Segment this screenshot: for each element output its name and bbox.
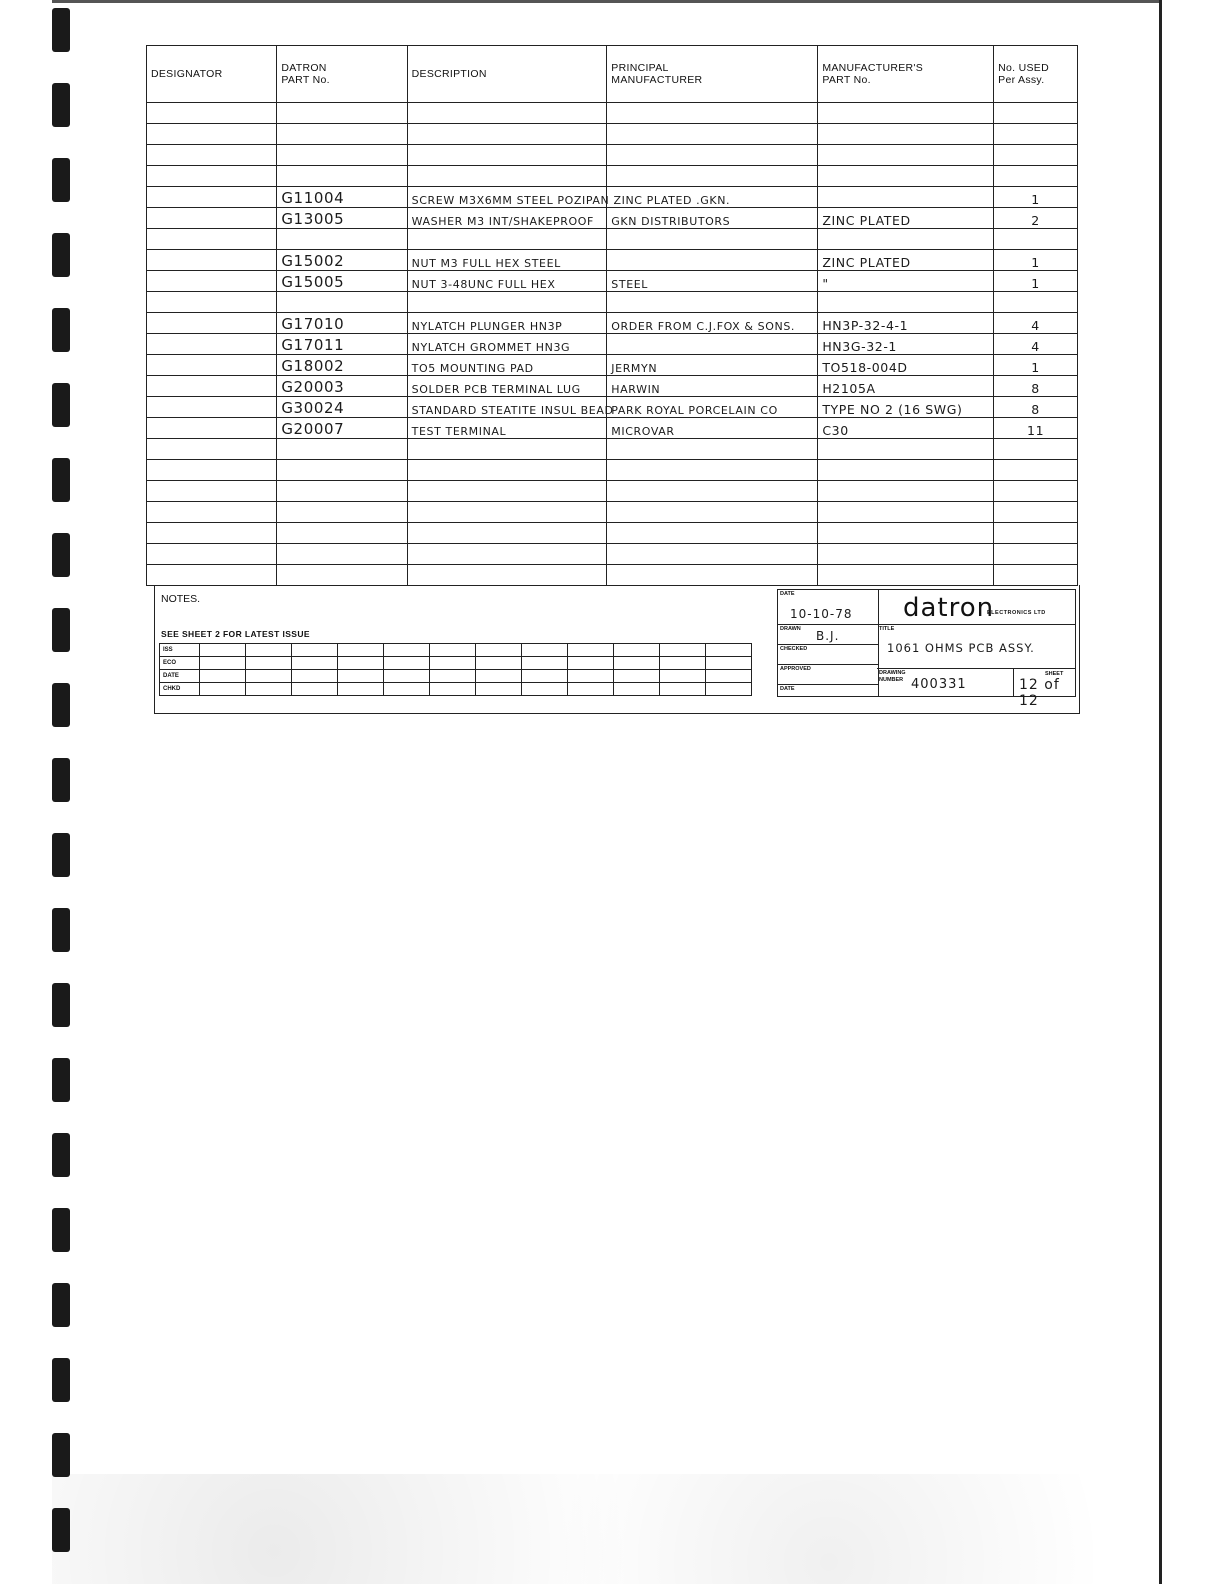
revision-cell bbox=[476, 657, 522, 670]
cell-description: SCREW M3X6MM STEEL POZIPAN ZINC PLATED .GKN. bbox=[407, 187, 607, 208]
cell-datron-part: G20007 bbox=[277, 418, 407, 439]
checked-cell bbox=[778, 645, 878, 665]
revision-cell bbox=[338, 657, 384, 670]
revision-cell bbox=[706, 644, 752, 657]
header-designator: DESIGNATOR bbox=[147, 46, 277, 103]
cell-qty bbox=[994, 124, 1078, 145]
cell-manufacturer: MICROVAR bbox=[607, 418, 818, 439]
cell-description: SOLDER PCB TERMINAL LUG bbox=[407, 376, 607, 397]
cell-datron-part: G13005 bbox=[277, 208, 407, 229]
table-row bbox=[147, 145, 1078, 166]
scan-noise bbox=[52, 1474, 1162, 1584]
cell-designator bbox=[147, 481, 277, 502]
see-sheet-note: SEE SHEET 2 FOR LATEST ISSUE bbox=[161, 629, 310, 639]
cell-manufacturer bbox=[607, 334, 818, 355]
date-label: DATE bbox=[780, 591, 795, 597]
cell-datron-part: G17010 bbox=[277, 313, 407, 334]
cell-datron-part: G18002 bbox=[277, 355, 407, 376]
revision-row bbox=[160, 683, 752, 696]
revision-cell bbox=[660, 657, 706, 670]
cell-qty bbox=[994, 565, 1078, 586]
cell-datron-part bbox=[277, 565, 407, 586]
revision-cell bbox=[476, 670, 522, 683]
binding-hole bbox=[52, 458, 70, 502]
binding-hole bbox=[52, 308, 70, 352]
cell-datron-part bbox=[277, 124, 407, 145]
company-subtitle: ELECTRONICS LTD bbox=[987, 610, 1046, 616]
binding-hole bbox=[52, 1358, 70, 1402]
revision-cell bbox=[660, 683, 706, 696]
cell-datron-part: G15002 bbox=[277, 250, 407, 271]
cell-manufacturer-part bbox=[818, 481, 994, 502]
cell-manufacturer-part: TO518-004D bbox=[818, 355, 994, 376]
cell-designator bbox=[147, 460, 277, 481]
revision-cell bbox=[568, 644, 614, 657]
binding-hole bbox=[52, 608, 70, 652]
cell-description: NYLATCH PLUNGER HN3P bbox=[407, 313, 607, 334]
cell-designator bbox=[147, 544, 277, 565]
cell-manufacturer bbox=[607, 544, 818, 565]
table-row bbox=[147, 565, 1078, 586]
revision-cell bbox=[292, 683, 338, 696]
cell-manufacturer-part bbox=[818, 166, 994, 187]
binding-hole bbox=[52, 1433, 70, 1477]
date-value: 10-10-78 bbox=[790, 607, 853, 621]
cell-description bbox=[407, 439, 607, 460]
table-row bbox=[147, 271, 1078, 292]
parts-list-sheet bbox=[146, 45, 1078, 715]
binding-hole bbox=[52, 1208, 70, 1252]
revision-row-label: ECO bbox=[160, 657, 200, 670]
cell-designator bbox=[147, 124, 277, 145]
cell-manufacturer-part bbox=[818, 145, 994, 166]
table-row bbox=[147, 544, 1078, 565]
cell-manufacturer: ORDER FROM C.J.FOX & SONS. bbox=[607, 313, 818, 334]
revision-cell bbox=[292, 644, 338, 657]
binding-hole bbox=[52, 833, 70, 877]
cell-description: NUT 3-48UNC FULL HEX bbox=[407, 271, 607, 292]
table-row bbox=[147, 187, 1078, 208]
cell-qty: 4 bbox=[994, 313, 1078, 334]
cell-manufacturer bbox=[607, 145, 818, 166]
binding-hole bbox=[52, 8, 70, 52]
revision-cell bbox=[246, 657, 292, 670]
cell-manufacturer-part: HN3P-32-4-1 bbox=[818, 313, 994, 334]
table-row bbox=[147, 523, 1078, 544]
cell-manufacturer-part: H2105A bbox=[818, 376, 994, 397]
binding-hole bbox=[52, 983, 70, 1027]
cell-qty: 1 bbox=[994, 250, 1078, 271]
cell-qty bbox=[994, 439, 1078, 460]
cell-manufacturer-part: " bbox=[818, 271, 994, 292]
date2-cell bbox=[778, 685, 878, 704]
page-top-edge bbox=[52, 0, 1162, 3]
binding-hole bbox=[52, 758, 70, 802]
cell-qty: 1 bbox=[994, 355, 1078, 376]
cell-manufacturer bbox=[607, 103, 818, 124]
cell-description bbox=[407, 523, 607, 544]
cell-description bbox=[407, 166, 607, 187]
cell-description bbox=[407, 145, 607, 166]
revision-row bbox=[160, 644, 752, 657]
spiral-binding bbox=[48, 0, 78, 1584]
cell-qty bbox=[994, 145, 1078, 166]
binding-hole bbox=[52, 683, 70, 727]
cell-manufacturer-part: ZINC PLATED bbox=[818, 208, 994, 229]
table-row bbox=[147, 292, 1078, 313]
cell-manufacturer: JERMYN bbox=[607, 355, 818, 376]
cell-manufacturer bbox=[607, 166, 818, 187]
cell-designator bbox=[147, 523, 277, 544]
revision-row-label: DATE bbox=[160, 670, 200, 683]
binding-hole bbox=[52, 1133, 70, 1177]
cell-qty: 8 bbox=[994, 376, 1078, 397]
cell-qty bbox=[994, 229, 1078, 250]
table-row bbox=[147, 334, 1078, 355]
cell-datron-part bbox=[277, 523, 407, 544]
binding-hole bbox=[52, 383, 70, 427]
revision-row-label: CHKD bbox=[160, 683, 200, 696]
binding-hole bbox=[52, 1058, 70, 1102]
binding-hole bbox=[52, 83, 70, 127]
table-header-row bbox=[147, 46, 1078, 103]
cell-description bbox=[407, 460, 607, 481]
cell-manufacturer-part: HN3G-32-1 bbox=[818, 334, 994, 355]
sheet-value: 12 of 12 bbox=[1019, 677, 1060, 709]
revision-cell bbox=[200, 670, 246, 683]
header-datron-part: DATRON PART No. bbox=[277, 46, 407, 103]
revision-cell bbox=[246, 644, 292, 657]
cell-description bbox=[407, 229, 607, 250]
revision-row-label: ISS bbox=[160, 644, 200, 657]
revision-cell bbox=[338, 644, 384, 657]
header-no-used: No. USED Per Assy. bbox=[994, 46, 1078, 103]
revision-cell bbox=[200, 683, 246, 696]
cell-manufacturer: STEEL bbox=[607, 271, 818, 292]
table-row bbox=[147, 229, 1078, 250]
cell-manufacturer-part: C30 bbox=[818, 418, 994, 439]
cell-datron-part bbox=[277, 502, 407, 523]
cell-datron-part bbox=[277, 460, 407, 481]
table-row bbox=[147, 250, 1078, 271]
cell-datron-part: G20003 bbox=[277, 376, 407, 397]
revision-cell bbox=[384, 670, 430, 683]
cell-datron-part bbox=[277, 292, 407, 313]
revision-cell bbox=[522, 644, 568, 657]
header-description: DESCRIPTION bbox=[407, 46, 607, 103]
revision-cell bbox=[292, 670, 338, 683]
cell-designator bbox=[147, 439, 277, 460]
cell-qty: 4 bbox=[994, 334, 1078, 355]
revision-cell bbox=[614, 657, 660, 670]
revision-cell bbox=[614, 670, 660, 683]
cell-description bbox=[407, 481, 607, 502]
title-block bbox=[154, 585, 1080, 714]
revision-cell bbox=[614, 644, 660, 657]
cell-qty bbox=[994, 502, 1078, 523]
drawing-number-cell bbox=[877, 668, 1075, 709]
cell-manufacturer-part: ZINC PLATED bbox=[818, 250, 994, 271]
cell-description: NYLATCH GROMMET HN3G bbox=[407, 334, 607, 355]
table-row bbox=[147, 124, 1078, 145]
binding-hole bbox=[52, 233, 70, 277]
cell-datron-part bbox=[277, 166, 407, 187]
cell-designator bbox=[147, 313, 277, 334]
date2-label: DATE bbox=[780, 686, 795, 692]
revision-cell bbox=[706, 670, 752, 683]
cell-designator bbox=[147, 418, 277, 439]
approved-cell bbox=[778, 665, 878, 685]
revision-cell bbox=[522, 657, 568, 670]
revision-cell bbox=[568, 683, 614, 696]
cell-qty bbox=[994, 103, 1078, 124]
cell-manufacturer bbox=[607, 124, 818, 145]
cell-qty: 1 bbox=[994, 271, 1078, 292]
revision-cell bbox=[568, 670, 614, 683]
revision-table bbox=[159, 643, 752, 696]
cell-designator bbox=[147, 271, 277, 292]
cell-description: WASHER M3 INT/SHAKEPROOF bbox=[407, 208, 607, 229]
cell-manufacturer bbox=[607, 229, 818, 250]
date-cell bbox=[778, 590, 878, 625]
cell-datron-part: G15005 bbox=[277, 271, 407, 292]
cell-qty: 2 bbox=[994, 208, 1078, 229]
cell-description: STANDARD STEATITE INSUL BEAD bbox=[407, 397, 607, 418]
notes-label: NOTES. bbox=[161, 593, 201, 605]
table-row bbox=[147, 502, 1078, 523]
table-row bbox=[147, 376, 1078, 397]
header-manufacturer-part: MANUFACTURER'S PART No. bbox=[818, 46, 994, 103]
cell-manufacturer-part bbox=[818, 292, 994, 313]
title-cell bbox=[877, 624, 1075, 669]
cell-description bbox=[407, 292, 607, 313]
company-box bbox=[877, 589, 1076, 709]
cell-description bbox=[407, 544, 607, 565]
cell-qty: 1 bbox=[994, 187, 1078, 208]
cell-manufacturer-part bbox=[818, 124, 994, 145]
revision-cell bbox=[200, 644, 246, 657]
cell-manufacturer bbox=[607, 460, 818, 481]
cell-qty bbox=[994, 166, 1078, 187]
cell-designator bbox=[147, 208, 277, 229]
parts-list-table bbox=[146, 45, 1078, 586]
revision-cell bbox=[384, 644, 430, 657]
table-row bbox=[147, 481, 1078, 502]
cell-designator bbox=[147, 334, 277, 355]
sheet-label: SHEET bbox=[1045, 671, 1064, 677]
cell-manufacturer-part bbox=[818, 523, 994, 544]
revision-cell bbox=[660, 644, 706, 657]
cell-description: TO5 MOUNTING PAD bbox=[407, 355, 607, 376]
datron-logo: datron bbox=[903, 593, 995, 623]
revision-cell bbox=[660, 670, 706, 683]
revision-cell bbox=[522, 683, 568, 696]
revision-cell bbox=[384, 657, 430, 670]
revision-cell bbox=[246, 683, 292, 696]
revision-cell bbox=[292, 657, 338, 670]
cell-qty: 8 bbox=[994, 397, 1078, 418]
table-row bbox=[147, 355, 1078, 376]
revision-cell bbox=[706, 683, 752, 696]
cell-manufacturer-part bbox=[818, 229, 994, 250]
cell-datron-part bbox=[277, 439, 407, 460]
cell-datron-part bbox=[277, 544, 407, 565]
cell-designator bbox=[147, 355, 277, 376]
title-label: TITLE bbox=[879, 626, 895, 632]
cell-manufacturer-part bbox=[818, 565, 994, 586]
cell-designator bbox=[147, 565, 277, 586]
cell-qty bbox=[994, 292, 1078, 313]
cell-designator bbox=[147, 103, 277, 124]
drawing-number-value: 400331 bbox=[911, 677, 967, 692]
revision-cell bbox=[200, 657, 246, 670]
cell-manufacturer-part: TYPE NO 2 (16 SWG) bbox=[818, 397, 994, 418]
cell-description bbox=[407, 565, 607, 586]
cell-manufacturer bbox=[607, 565, 818, 586]
table-row bbox=[147, 208, 1078, 229]
cell-manufacturer bbox=[607, 439, 818, 460]
cell-manufacturer-part bbox=[818, 502, 994, 523]
revision-cell bbox=[430, 657, 476, 670]
cell-datron-part bbox=[277, 145, 407, 166]
revision-cell bbox=[522, 670, 568, 683]
cell-description: TEST TERMINAL bbox=[407, 418, 607, 439]
binding-hole bbox=[52, 533, 70, 577]
revision-cell bbox=[430, 670, 476, 683]
sheet-divider bbox=[1013, 669, 1014, 697]
cell-description bbox=[407, 103, 607, 124]
revision-cell bbox=[430, 683, 476, 696]
cell-datron-part bbox=[277, 229, 407, 250]
table-row bbox=[147, 418, 1078, 439]
table-row bbox=[147, 397, 1078, 418]
cell-manufacturer bbox=[607, 523, 818, 544]
revision-cell bbox=[246, 670, 292, 683]
revision-cell bbox=[706, 657, 752, 670]
revision-cell bbox=[338, 670, 384, 683]
cell-designator bbox=[147, 397, 277, 418]
title-value: 1061 OHMS PCB ASSY. bbox=[887, 641, 1035, 655]
cell-manufacturer bbox=[607, 502, 818, 523]
cell-designator bbox=[147, 166, 277, 187]
binding-hole bbox=[52, 1283, 70, 1327]
cell-qty bbox=[994, 460, 1078, 481]
revision-cell bbox=[568, 657, 614, 670]
cell-qty bbox=[994, 544, 1078, 565]
drawn-cell bbox=[778, 625, 878, 645]
table-row bbox=[147, 460, 1078, 481]
cell-manufacturer-part bbox=[818, 439, 994, 460]
cell-designator bbox=[147, 229, 277, 250]
cell-datron-part bbox=[277, 481, 407, 502]
cell-description bbox=[407, 124, 607, 145]
cell-qty bbox=[994, 481, 1078, 502]
approvals-box bbox=[777, 589, 879, 697]
binding-hole bbox=[52, 908, 70, 952]
cell-datron-part bbox=[277, 103, 407, 124]
drawn-label: DRAWN bbox=[780, 626, 801, 632]
cell-datron-part: G11004 bbox=[277, 187, 407, 208]
table-row bbox=[147, 439, 1078, 460]
cell-designator bbox=[147, 187, 277, 208]
cell-description: NUT M3 FULL HEX STEEL bbox=[407, 250, 607, 271]
cell-manufacturer bbox=[607, 481, 818, 502]
table-row bbox=[147, 166, 1078, 187]
revision-cell bbox=[476, 683, 522, 696]
page-right-edge bbox=[1159, 0, 1162, 1584]
revision-cell bbox=[476, 644, 522, 657]
cell-manufacturer: HARWIN bbox=[607, 376, 818, 397]
drawn-value: B.J. bbox=[816, 629, 840, 643]
revision-cell bbox=[614, 683, 660, 696]
cell-designator bbox=[147, 376, 277, 397]
cell-manufacturer-part bbox=[818, 460, 994, 481]
cell-datron-part: G30024 bbox=[277, 397, 407, 418]
cell-manufacturer-part bbox=[818, 544, 994, 565]
revision-row bbox=[160, 657, 752, 670]
cell-manufacturer: PARK ROYAL PORCELAIN CO bbox=[607, 397, 818, 418]
cell-manufacturer bbox=[607, 292, 818, 313]
cell-manufacturer-part bbox=[818, 103, 994, 124]
binding-hole bbox=[52, 158, 70, 202]
cell-datron-part: G17011 bbox=[277, 334, 407, 355]
header-principal-manufacturer: PRINCIPAL MANUFACTURER bbox=[607, 46, 818, 103]
drawing-number-label: DRAWING NUMBER bbox=[879, 670, 906, 683]
cell-qty: 11 bbox=[994, 418, 1078, 439]
cell-qty bbox=[994, 523, 1078, 544]
cell-designator bbox=[147, 502, 277, 523]
cell-manufacturer-part bbox=[818, 187, 994, 208]
revision-cell bbox=[384, 683, 430, 696]
table-row bbox=[147, 313, 1078, 334]
cell-description bbox=[407, 502, 607, 523]
cell-manufacturer bbox=[607, 250, 818, 271]
cell-designator bbox=[147, 250, 277, 271]
revision-row bbox=[160, 670, 752, 683]
approved-label: APPROVED bbox=[780, 666, 811, 672]
revision-cell bbox=[430, 644, 476, 657]
checked-label: CHECKED bbox=[780, 646, 808, 652]
cell-manufacturer: GKN DISTRIBUTORS bbox=[607, 208, 818, 229]
revision-cell bbox=[338, 683, 384, 696]
table-row bbox=[147, 103, 1078, 124]
cell-designator bbox=[147, 292, 277, 313]
cell-designator bbox=[147, 145, 277, 166]
